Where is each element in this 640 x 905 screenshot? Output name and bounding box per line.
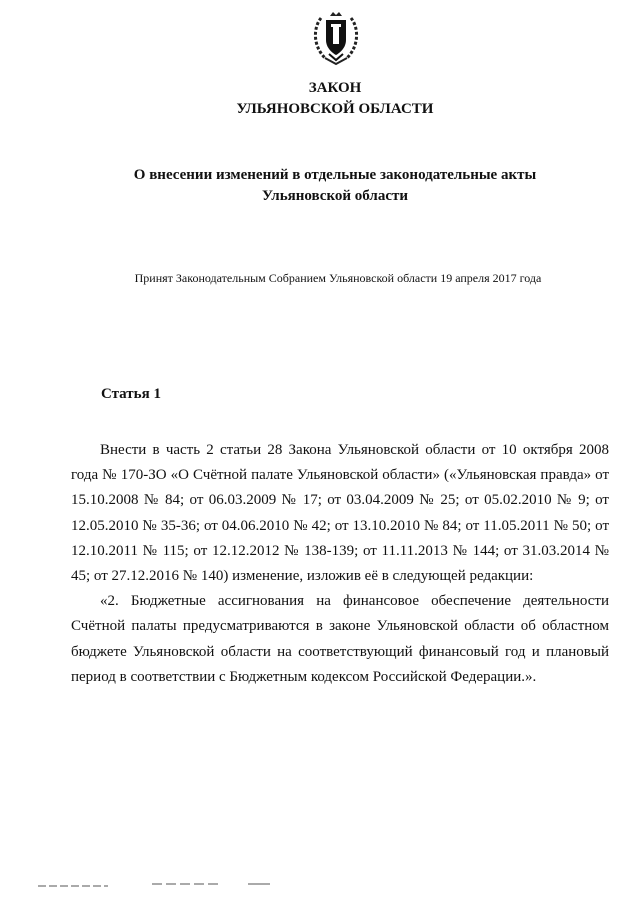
law-subject-line2: Ульяновской области (261, 188, 409, 204)
scan-artifact-lines (0, 880, 640, 890)
law-title (0, 78, 640, 120)
law-subject-line1: О внесении изменений в отдельные законодательные акты (133, 167, 537, 183)
article-paragraph-2: «2. Бюджетные ассигнования на финансовое обеспечение деятельности Счётной палаты предусматриваются в законе Ульяновской области об областном бюджете Ульяновской области на соответствующий финансовый год и плановый период в соответствии с Бюджетным кодексом Российской Федерации.». (71, 593, 609, 685)
law-subject (0, 165, 640, 207)
article-body (71, 438, 609, 690)
article-paragraph-1: Внести в часть 2 статьи 28 Закона Ульяновской области от 10 октября 2008 года № 170-ЗО «О Счётной палате Ульяновской области» («Ульяновская правда» от 15.10.2008 № 84; от 06.03.2009 № 17; от 03.04.2009 № 25; от 05.02.2010 № 9; от 12.05.2010 № 35-36; от 04.06.2010 № 42; от 13.10.2010 № 84; от 11.05.2011 № 50; от 12.10.2011 № 115; от 12.12.2012 № 138-139; от 11.11.2013 № 144; от 31.03.2014 № 45; от 27.12.2016 № 140) изменение, изложив её в следующей редакции: (71, 442, 609, 585)
adoption-statement: Принят Законодательным Собранием Ульяновской области 19 апреля 2017 года (134, 271, 542, 285)
coat-of-arms-icon (311, 10, 361, 68)
law-title-line2: УЛЬЯНОВСКОЙ ОБЛАСТИ (236, 101, 434, 117)
law-title-line1: ЗАКОН (308, 80, 362, 96)
article-heading: Статья 1 (101, 386, 161, 402)
